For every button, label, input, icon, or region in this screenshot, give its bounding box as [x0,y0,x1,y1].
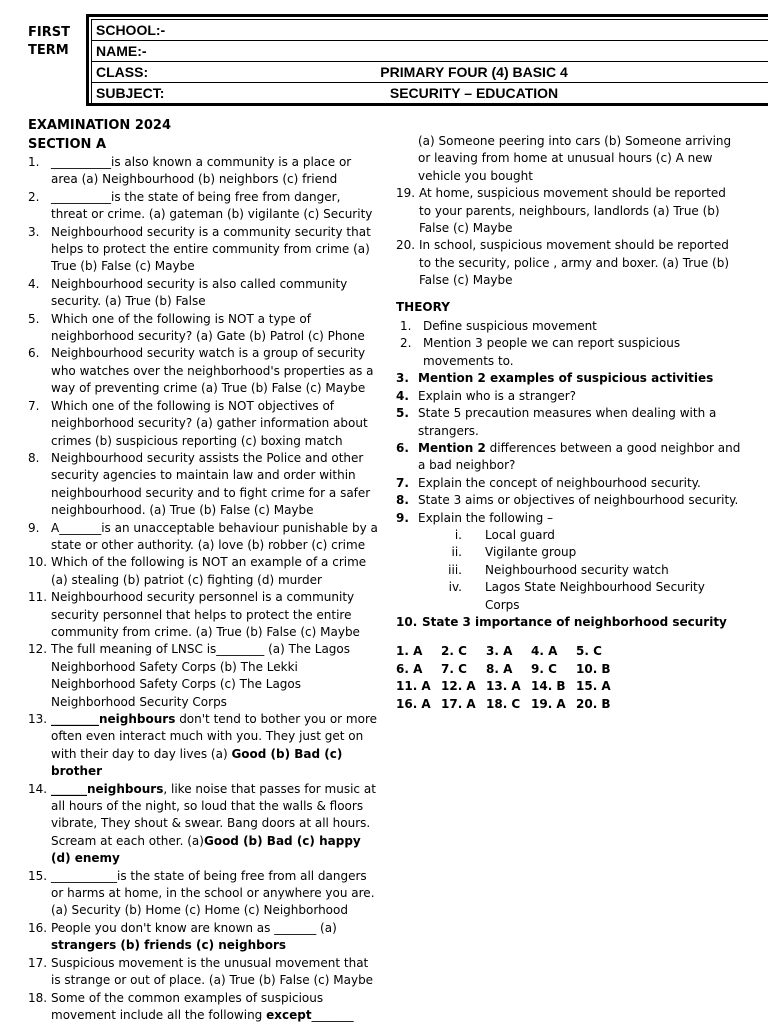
item-text [418,371,713,385]
item-number: iv. [448,580,462,595]
bold-text: strangers (b) friends (c) neighbors [51,938,287,953]
item-number: 2. [400,336,412,351]
item-number: 4. [28,276,40,291]
question-item [396,237,741,289]
item-number: 18. [28,990,48,1005]
question-item [28,450,378,520]
item-text: Which of the following is NOT an example of a crime (a) stealing (b) patriot (c) fighting (d) murder [51,555,367,587]
answer-cell: 7. C [441,661,467,676]
question-item [28,589,378,641]
answer-row [396,661,741,679]
item-number: 6. [28,346,40,361]
item-number: 3. [396,371,409,386]
bold-text: Mention 2 [418,440,486,455]
answer-cell: 10. B [576,661,611,676]
item-text: A_______is an unacceptable behaviour punishable by a state or other authority. (a) love (b) robber (c) crime [51,520,378,552]
item-text: ______neighbours, like noise that passes for music at all hours of the night, so loud that the walls & floors vibrate, They shout & swear. Bang doors at all hours. Scream at each other. (a)Good (b) Bad (c) happy (d) enemy [51,781,376,866]
questions-list-right [396,185,741,289]
item-text: Neighbourhood security watch is a group of security who watches over the neighborhood's properties as a way of preventing crime (a) True (b) False (c) Maybe [51,346,374,396]
answer-row [396,696,741,714]
item-number: 7. [396,475,409,490]
theory-title: THEORY [396,299,450,314]
question-item [28,276,378,311]
item-text: Neighbourhood security is also called community security. (a) True (b) False [51,276,348,309]
subject-label: SUBJECT: [96,85,165,101]
answer-cell: 5. C [576,644,602,659]
theory-sub-item [396,579,741,614]
item-number: 14. [28,781,48,796]
item-text: At home, suspicious movement should be reported to your parents, neighbours, landlords (a) True (b) False (c) Maybe [419,186,726,236]
question-item [396,185,741,237]
header-table [91,19,768,104]
item-text: Mention 3 people we can report suspicious movements to. [423,336,681,368]
answer-cell: 14. B [531,679,566,694]
question-item [28,955,378,990]
item-text: The full meaning of LNSC is________ (a) The Lagos Neighborhood Safety Corps (b) The Lekki Neighborhood Safety Corps (c) The Lagos Neighborhood Security Corps [51,642,351,709]
question-item [28,520,378,555]
answer-cell: 13. A [486,679,521,694]
item-number: 1. [400,319,412,334]
item-text: Vigilante group [485,545,577,560]
right-column [396,133,741,713]
item-number: 2. [28,189,40,204]
theory-item: 10. State 3 importance of neighborhood security [396,614,727,629]
item-number: 12. [28,642,48,657]
answer-cell: 18. C [486,696,521,711]
question-item [28,554,378,589]
item-text: Explain who is a stranger? [418,388,577,403]
bold-text: Good (b) Bad (c) happy (d) enemy [51,833,361,866]
question-item [28,711,378,781]
answer-row [396,678,741,696]
item-text: Suspicious movement is the unusual movement that is strange or out of place. (a) True (b) False (c) Maybe [51,955,374,988]
header-row-name [92,41,768,62]
item-number: i. [454,527,462,542]
question-item [28,311,378,346]
item-number: 8. [396,493,409,508]
answer-cell: 3. A [486,644,513,659]
theory-item [396,510,741,527]
item-text: Explain the following – [418,510,554,525]
item-text: In school, suspicious movement should be reported to the security, police , army and boxer. (a) True (b) False (c) Maybe [419,238,730,288]
theory-item [396,388,741,405]
answer-row [396,643,741,661]
theory-item [396,492,741,509]
first-term-label: FIRST TERM [28,25,70,58]
theory-item [396,440,741,475]
item-number: 20. [396,238,416,253]
item-text: Neighbourhood security watch [485,562,669,577]
item-text: Neighbourhood security assists the Police and other security agencies to maintain law and order within neighbourhood security and to fight crime for a safer neighbourhood. (a) True (b) False (c) Maybe [51,450,371,518]
theory-item [396,475,741,492]
item-text: ________neighbours don't tend to bother you or more often even interact much with you. They just get on with their day to day lives (a) Good (b) Bad (c) brother [51,712,377,779]
item-number: 16. [28,920,48,935]
theory-item [396,318,741,335]
item-text: Neighbourhood security personnel is a community security personnel that helps to protect the entire community from crime. (a) True (b) False (c) Maybe [51,590,360,639]
theory-sub-list [396,527,741,614]
item-number: ii. [451,545,462,560]
bold-text: Mention 2 examples of suspicious activities [418,371,714,386]
question-item [28,641,378,711]
answer-cell: 12. A [441,679,476,694]
name-label: NAME:- [96,43,147,59]
q18-options: (a) Someone peering into cars (b) Someone arriving or leaving from home at unusual hours (c) A new vehicle you bought [418,134,732,183]
item-text: Mention 2 differences between a good neighbor and a bad neighbor? [418,440,741,473]
item-text: __________is also known a community is a place or area (a) Neighbourhood (b) neighbors (c) friend [51,155,352,187]
item-number: 17. [28,955,48,970]
item-number: 10. [28,555,48,570]
item-number: iii. [448,562,462,577]
subject-value: SECURITY – EDUCATION [389,85,559,101]
question-item [28,920,378,955]
answer-cell: 8. A [486,661,513,676]
school-label: SCHOOL:- [96,22,166,38]
item-number: 1. [28,155,40,169]
left-column [28,116,378,1024]
item-number: 8. [28,450,40,465]
bold-text: ________neighbours [51,712,176,726]
item-number: 19. [396,186,416,201]
item-number: 4. [396,388,409,403]
question-item [28,224,378,276]
item-text: State 5 precaution measures when dealing with a strangers. [418,406,717,438]
answer-cell: 19. A [531,696,566,711]
header-row-school [92,20,768,41]
theory-item [396,405,741,440]
item-number: 6. [396,440,409,455]
item-text: __________is the state of being free from danger, threat or crime. (a) gateman (b) vigilante (c) Security [51,189,373,222]
question-item [28,781,378,868]
question-item [28,398,378,450]
bold-text: except [266,1007,312,1022]
item-number: 11. [28,590,48,605]
question-item [28,345,378,397]
item-text: People you don't know are known as _______ (a) strangers (b) friends (c) neighbors [51,920,337,953]
answer-cell: 16. A [396,696,431,711]
item-number: 7. [28,398,40,413]
item-text: Define suspicious movement [423,319,597,334]
item-number: 9. [396,510,409,525]
item-text: Explain the concept of neighbourhood security. [418,475,701,490]
item-number: 5. [396,406,409,421]
answer-cell: 11. A [396,679,431,694]
answer-cell: 4. A [531,644,558,659]
theory-list-b [396,370,741,527]
theory-item [396,370,741,387]
theory-sub-item [396,544,741,561]
item-text: Neighbourhood security is a community security that helps to protect the entire community from crime (a) True (b) False (c) Maybe [51,224,371,274]
answer-cell: 17. A [441,696,476,711]
answer-cell: 9. C [531,661,557,676]
theory-item [396,335,741,370]
class-label: CLASS: [96,64,149,80]
answer-cell: 2. C [441,644,467,659]
item-text: State 3 aims or objectives of neighbourhood security. [418,493,739,508]
exam-title: EXAMINATION 2024 [28,118,172,133]
bold-text: ______neighbours [51,781,164,796]
question-item [28,990,378,1024]
answer-cell: 15. A [576,679,611,694]
answer-key [396,643,741,713]
item-number: 5. [28,311,40,326]
question-item [28,868,378,920]
header-row-class [92,62,768,83]
item-text: Lagos State Neighbourhood Security Corps [485,580,705,612]
item-number: 9. [28,520,40,535]
section-title: SECTION A [28,137,107,152]
item-text: Which one of the following is NOT a type of neighborhood security? (a) Gate (b) Patrol (c) Phone [51,311,365,344]
header-row-subject [92,83,768,104]
questions-list [28,154,378,1024]
item-text: Local guard [485,527,555,542]
item-number: 3. [28,224,40,239]
item-text: Which one of the following is NOT objectives of neighborhood security? (a) gather information about crimes (b) suspicious reporting (c) boxing match [51,398,368,448]
answer-cell: 6. A [396,661,423,676]
item-number: 13. [28,712,48,726]
question-item [28,189,378,224]
question-item [28,154,378,189]
item-text: ___________is the state of being free from all dangers or harms at home, in the school or anywhere you are. (a) Security (b) Home (c) Home (c) Neighborhood [51,868,375,918]
theory-sub-item [396,527,741,544]
item-text: Some of the common examples of suspicious movement include all the following except_______ [51,990,354,1022]
theory-list-a [396,318,741,370]
theory-sub-item [396,562,741,579]
answer-cell: 1. A [396,644,423,659]
bold-text: Good (b) Bad (c) brother [51,746,343,779]
item-number: 15. [28,868,48,883]
class-value: PRIMARY FOUR (4) BASIC 4 [380,64,568,80]
answer-cell: 20. B [576,696,611,711]
